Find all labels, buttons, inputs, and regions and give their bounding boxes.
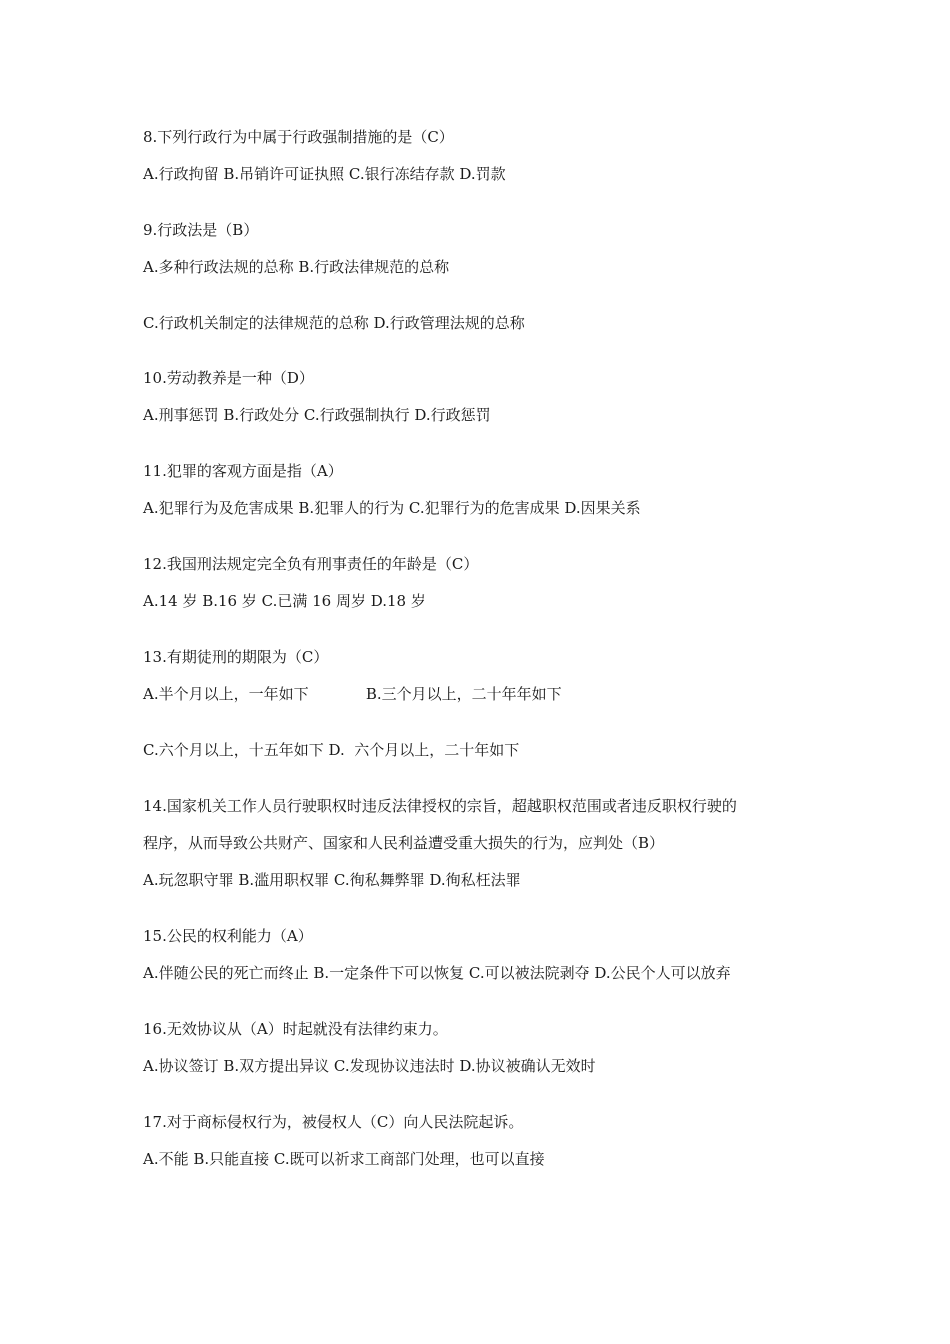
- options-13-line-1: A.半个月以上，一年如下 B.三个月以上，二十年年如下: [143, 685, 562, 703]
- question-14-line-1: 14.国家机关工作人员行驶职权时违反法律授权的宗旨，超越职权范围或者违反职权行驶的: [143, 797, 737, 815]
- question-11: 11.犯罪的客观方面是指（A）: [143, 462, 343, 480]
- options-13-line-2: C.六个月以上，十五年如下 D. 六个月以上，二十年如下: [143, 741, 520, 759]
- options-14: A.玩忽职守罪 B.滥用职权罪 C.徇私舞弊罪 D.徇私枉法罪: [143, 871, 521, 889]
- options-9-line-1: A.多种行政法规的总称 B.行政法律规范的总称: [143, 258, 450, 276]
- question-12: 12.我国刑法规定完全负有刑事责任的年龄是（C）: [143, 555, 479, 573]
- question-8: 8.下列行政行为中属于行政强制措施的是（C）: [143, 128, 454, 146]
- question-13: 13.有期徒刑的期限为（C）: [143, 648, 329, 666]
- options-15: A.伴随公民的死亡而终止 B.一定条件下可以恢复 C.可以被法院剥夺 D.公民个人可以放弃: [143, 964, 731, 982]
- options-10: A.刑事惩罚 B.行政处分 C.行政强制执行 D.行政惩罚: [143, 406, 491, 424]
- options-9-line-2: C.行政机关制定的法律规范的总称 D.行政管理法规的总称: [143, 314, 525, 332]
- question-17: 17.对于商标侵权行为，被侵权人（C）向人民法院起诉。: [143, 1113, 524, 1131]
- question-15: 15.公民的权利能力（A）: [143, 927, 313, 945]
- options-17: A.不能 B.只能直接 C.既可以祈求工商部门处理，也可以直接: [143, 1150, 545, 1168]
- question-9: 9.行政法是（B）: [143, 221, 259, 239]
- question-16: 16.无效协议从（A）时起就没有法律约束力。: [143, 1020, 448, 1038]
- options-11: A.犯罪行为及危害成果 B.犯罪人的行为 C.犯罪行为的危害成果 D.因果关系: [143, 499, 641, 517]
- question-14-line-2: 程序，从而导致公共财产、国家和人民利益遭受重大损失的行为，应判处（B）: [143, 834, 665, 852]
- options-12: A.14 岁 B.16 岁 C.已满 16 周岁 D.18 岁: [143, 592, 426, 610]
- options-16: A.协议签订 B.双方提出异议 C.发现协议违法时 D.协议被确认无效时: [143, 1057, 596, 1075]
- question-10: 10.劳动教养是一种（D）: [143, 369, 314, 387]
- options-8: A.行政拘留 B.吊销许可证执照 C.银行冻结存款 D.罚款: [143, 165, 506, 183]
